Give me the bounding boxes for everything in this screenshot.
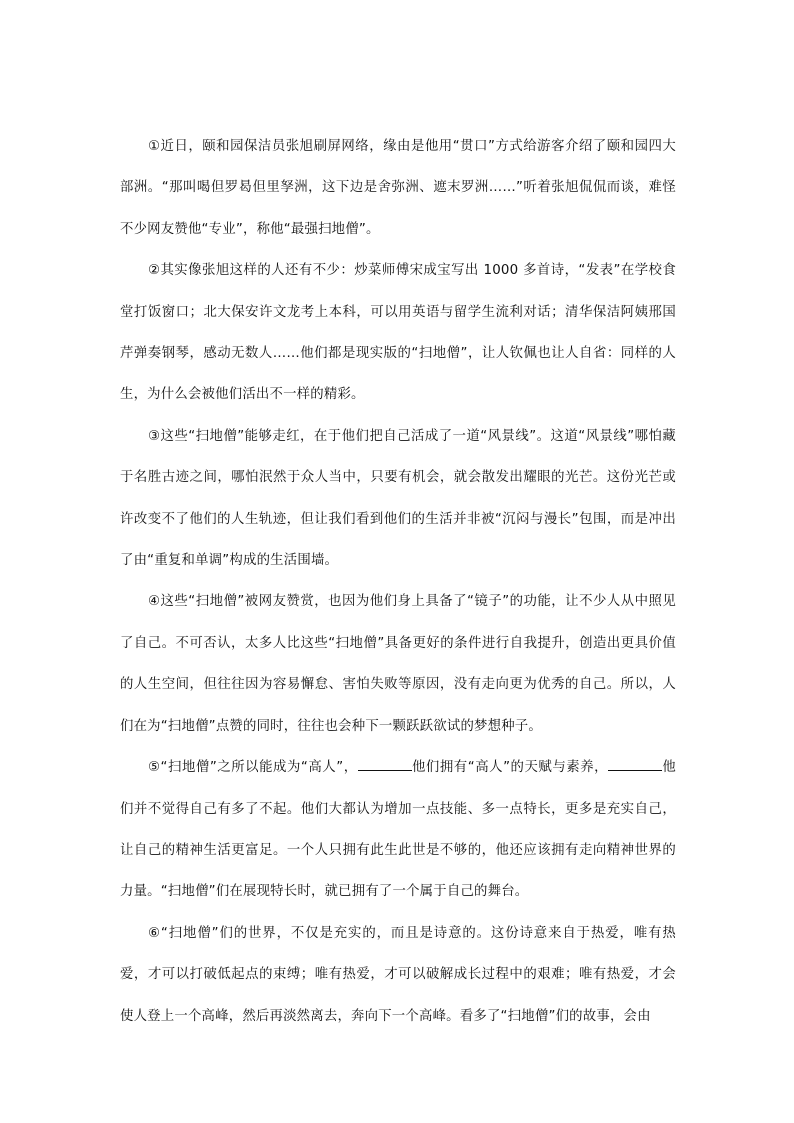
paragraph-5-part-3: 他们并不觉得自己有多了不起。他们大都认为增加一点技能、多一点特长，更多是充实自己，让自己的精神生活更富足。一个人只拥有此生此世是不够的，他还应该拥有走向精神世界的力量。“扫地僧”们在展现特长时，就已拥有了一个属于自己的舞台。 xyxy=(120,760,677,900)
article-body xyxy=(120,126,676,1037)
paragraph-1: ①近日，颐和园保洁员张旭刷屏网络，缘由是他用“贯口”方式给游客介绍了颐和园四大部洲。“那叫喝但罗曷但里孥洲，这下边是舍弥洲、遮末罗洲……”听着张旭侃侃而谈，难怪不少网友赞他“专业”，称他“最强扫地僧”。 xyxy=(120,139,676,237)
paragraph-5 xyxy=(120,747,676,913)
paragraph-5-part-1: ⑤“扫地僧”之所以能成为“高人”， xyxy=(148,760,358,776)
paragraph-5-part-2: 他们拥有“高人”的天赋与素养， xyxy=(411,760,609,776)
paragraph-6: ⑥“扫地僧”们的世界，不仅是充实的，而且是诗意的。这份诗意来自于热爱，唯有热爱，才可以打破低起点的束缚；唯有热爱，才可以破解成长过程中的艰难；唯有热爱，才会使人登上一个高峰，然后再淡然离去，奔向下一个高峰。看多了“扫地僧”们的故事，会由 xyxy=(120,925,676,1024)
paragraph-3: ③这些“扫地僧”能够走红，在于他们把自己活成了一道“风景线”。这道“风景线”哪怕藏于名胜古迹之间，哪怕泯然于众人当中，只要有机会，就会散发出耀眼的光芒。这份光芒或许改变不了他们的人生轨迹，但让我们看到他们的生活并非被“沉闷与漫长”包围，而是冲出了由“重复和单调”构成的生活围墙。 xyxy=(120,428,676,569)
fill-in-blank-2[interactable] xyxy=(608,769,662,771)
paragraph-4: ④这些“扫地僧”被网友赞赏，也因为他们身上具备了“镜子”的功能，让不少人从中照见了自己。不可否认，太多人比这些“扫地僧”具备更好的条件进行自我提升，创造出更具价值的人生空间，但往往因为容易懈怠、害怕失败等原因，没有走向更为优秀的自己。所以，人们在为“扫地僧”点赞的同时，往往也会种下一颗跃跃欲试的梦想种子。 xyxy=(120,594,676,734)
fill-in-blank-1[interactable] xyxy=(358,769,412,771)
paragraph-2: ②其实像张旭这样的人还有不少：炒菜师傅宋成宝写出 1000 多首诗，“发表”在学校食堂打饭窗口；北大保安许文龙考上本科，可以用英语与留学生流利对话；清华保洁阿姨邢国芹弹奏钢琴，感动无数人……他们都是现实版的“扫地僧”，让人钦佩也让人自省：同样的人生，为什么会被他们活出不一样的精彩。 xyxy=(120,263,676,403)
